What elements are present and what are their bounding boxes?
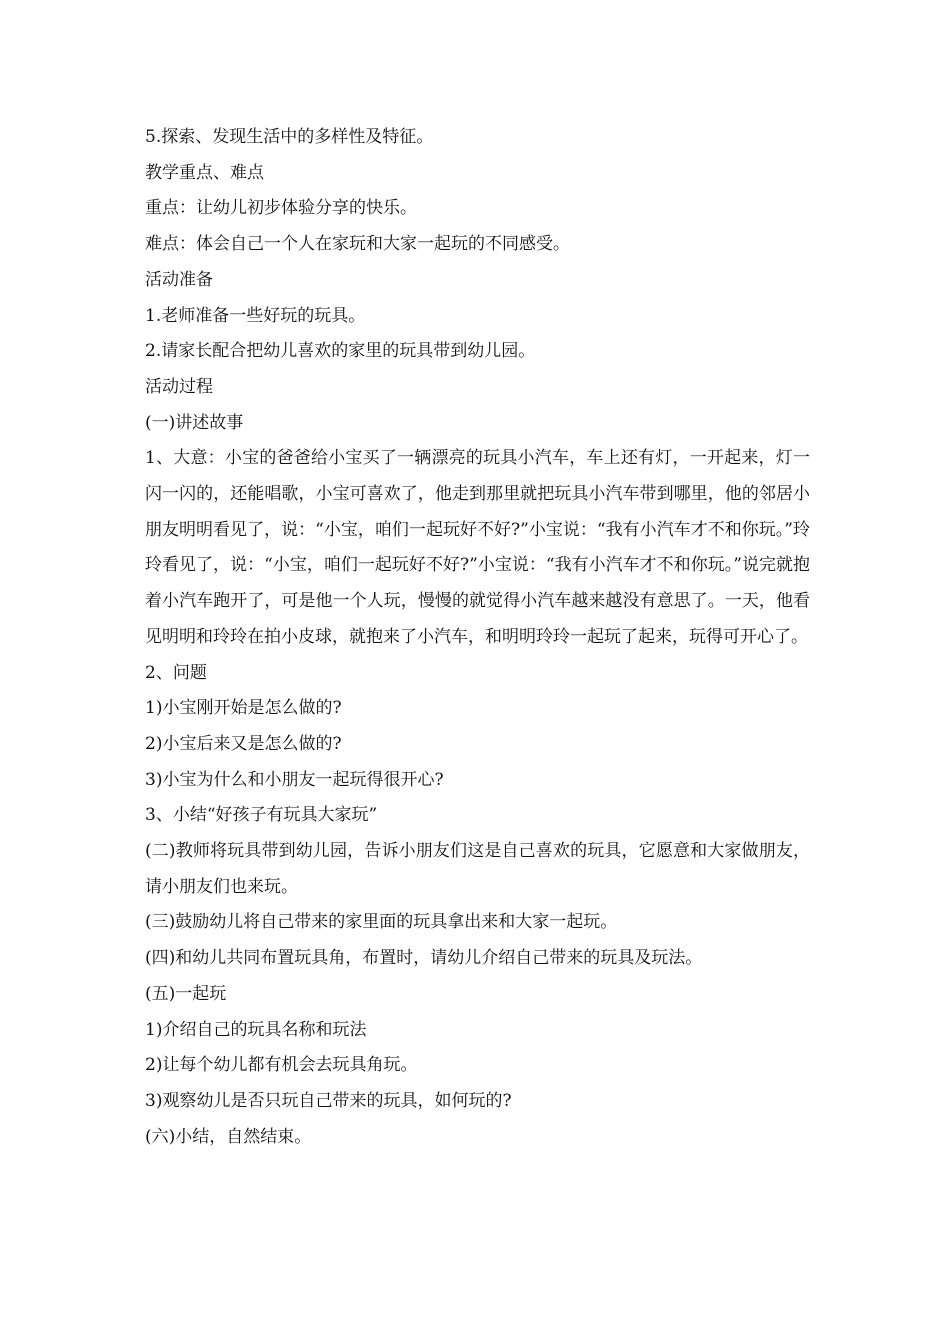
document-body [145, 120, 810, 1155]
section-heading-preparation: 活动准备 [145, 269, 213, 290]
section-heading-process: 活动过程 [145, 376, 213, 397]
preparation-item-1: 1.老师准备一些好玩的玩具。 [145, 305, 366, 326]
play-item-3: 3)观察幼儿是否只玩自己带来的玩具，如何玩的? [145, 1090, 512, 1111]
step-1-heading: (一)讲述故事 [145, 412, 244, 433]
key-point: 重点：让幼儿初步体验分享的快乐。 [145, 198, 417, 219]
step-3-paragraph: (三)鼓励幼儿将自己带来的家里面的玩具拿出来和大家一起玩。 [145, 912, 618, 933]
step-4-paragraph: (四)和幼儿共同布置玩具角，布置时，请幼儿介绍自己带来的玩具及玩法。 [145, 948, 703, 969]
question-item-3: 3)小宝为什么和小朋友一起玩得很开心? [145, 769, 444, 790]
play-item-2: 2)让每个幼儿都有机会去玩具角玩。 [145, 1055, 418, 1076]
section-heading-key-points: 教学重点、难点 [145, 162, 264, 183]
play-item-1: 1)介绍自己的玩具名称和玩法 [145, 1019, 367, 1040]
step-5-heading: (五)一起玩 [145, 983, 227, 1004]
summary-item: 3、小结“好孩子有玩具大家玩” [145, 805, 378, 826]
goal-item-5: 5.探索、发现生活中的多样性及特征。 [145, 127, 434, 147]
step-2-paragraph: (二)教师将玩具带到幼儿园，告诉小朋友们这是自己喜欢的玩具，它愿意和大家做朋友，请小朋友们也来玩。 [145, 841, 810, 897]
step-6-paragraph: (六)小结，自然结束。 [145, 1126, 312, 1147]
questions-heading: 2、问题 [145, 662, 207, 683]
difficult-point: 难点：体会自己一个人在家玩和大家一起玩的不同感受。 [145, 234, 570, 255]
question-item-1: 1)小宝刚开始是怎么做的? [145, 698, 342, 719]
story-paragraph: 1、大意：小宝的爸爸给小宝买了一辆漂亮的玩具小汽车，车上还有灯，一开起来，灯一闪一闪的，还能唱歌，小宝可喜欢了，他走到那里就把玩具小汽车带到哪里，他的邻居小朋友明明看见了，说：“小宝，咱们一起玩好不好?”小宝说：“我有小汽车才不和你玩。”玲玲看见了，说：“小宝，咱们一起玩好不好?”小宝说：“我有小汽车才不和你玩。”说完就抱着小汽车跑开了，可是他一个人玩，慢慢的就觉得小汽车越来越没有意思了。一天，他看见明明和玲玲在拍小皮球，就抱来了小汽车，和明明玲玲一起玩了起来，玩得可开心了。 [145, 448, 810, 647]
question-item-2: 2)小宝后来又是怎么做的? [145, 733, 342, 754]
preparation-item-2: 2.请家长配合把幼儿喜欢的家里的玩具带到幼儿园。 [145, 341, 536, 362]
